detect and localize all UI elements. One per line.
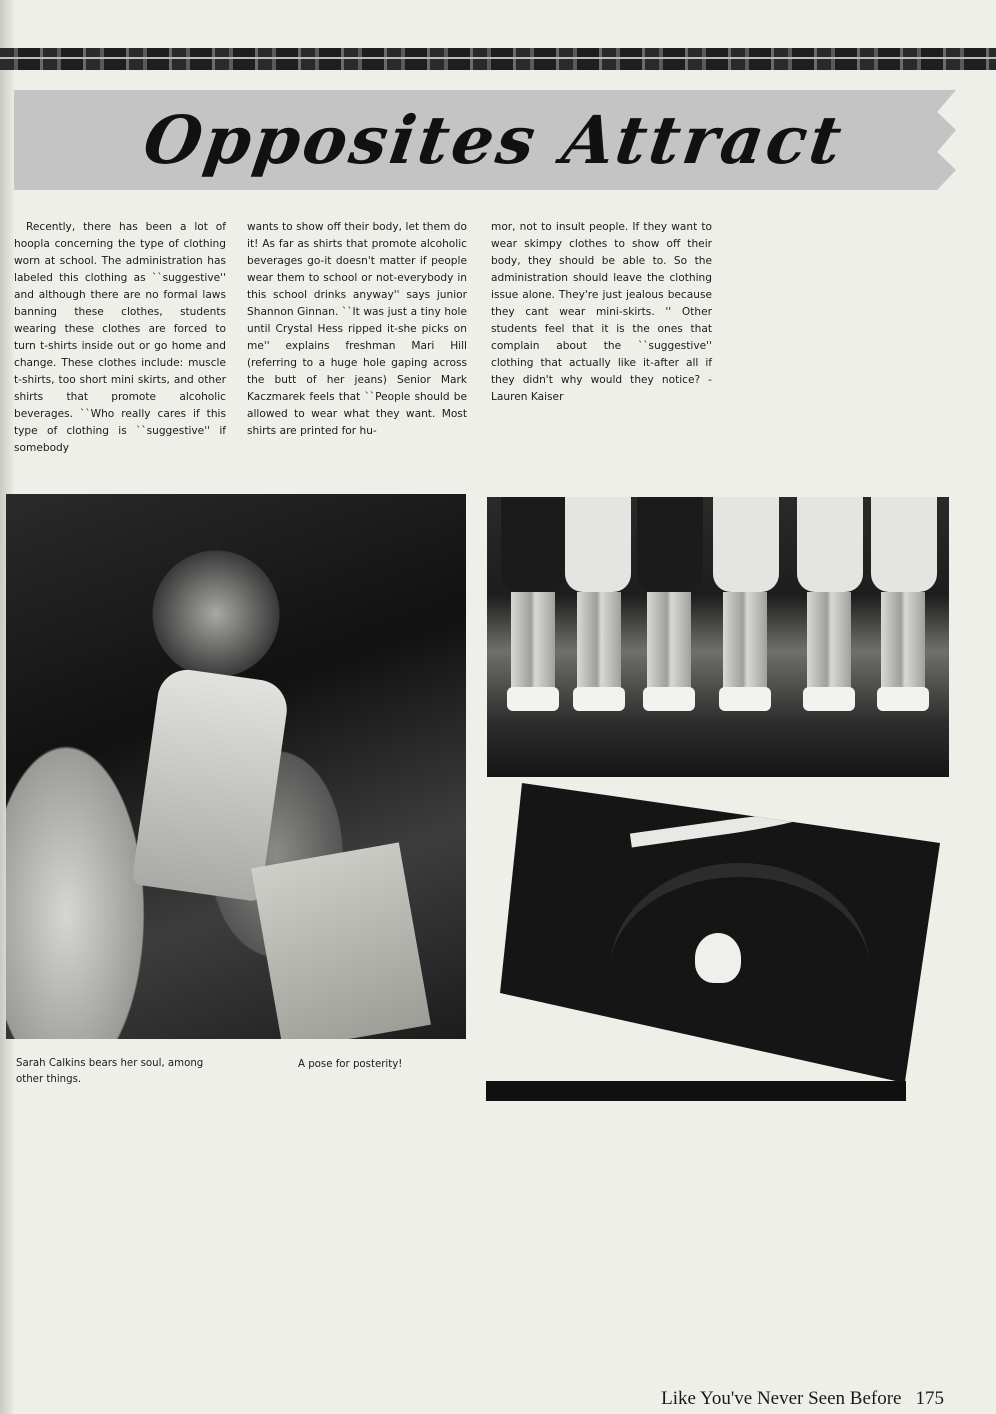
top-decorative-rule <box>0 48 996 70</box>
page-number: 175 <box>915 1388 944 1409</box>
photo-legs <box>511 592 555 702</box>
photo-socks <box>643 687 695 711</box>
photo-socks <box>719 687 771 711</box>
photo-skull-graphic <box>695 933 741 983</box>
photo-socks <box>877 687 929 711</box>
article-column-3: mor, not to insult people. If they want to wear skimpy clothes to show off their body, they should be able to. So the administration should leave the clothing issue alone. They're just jealous because they cant wear mini-skirts. '' Other students feel that it is the ones that complain about the ``suggestive'' clothing that actually like it-after all if they didn't why would they notice? -Lauren Kaiser <box>491 221 712 403</box>
photo-skirt <box>797 497 863 592</box>
photo-legs <box>647 592 691 702</box>
page-footer <box>661 1388 944 1410</box>
photo-legs <box>881 592 925 702</box>
photo-sword-graphic <box>630 809 810 848</box>
photo-skirt <box>713 497 779 592</box>
photo-legs <box>723 592 767 702</box>
article-column-1: Recently, there has been a lot of hoopla concerning the type of clothing worn at school. The administration has labeled this clothing as ``suggestive'' and although there are no formal laws banning these clothes, students wearing these clothes are forced to turn t-shirts inside out or go home and change. These clothes include: muscle t-shirts, too short mini skirts, and other shirts that promote alcoholic beverages. ``Who really cares if this type of clothing is ``suggestive'' if somebody <box>14 221 226 454</box>
caption-photo-1: Sarah Calkins bears her soul, among other things. <box>16 1058 204 1085</box>
page-title: Opposites Attract <box>139 101 849 179</box>
photo-socks <box>507 687 559 711</box>
photo-sarah-calkins <box>6 494 466 1039</box>
photo-printed-fabric <box>251 842 431 1039</box>
photo-skirt <box>637 497 703 592</box>
photo-jacket-fold <box>610 863 870 1077</box>
caption-photo-2: A pose for posterity! <box>298 1059 403 1070</box>
photo-skirt <box>501 497 567 592</box>
photo-legs <box>577 592 621 702</box>
photo-legs <box>807 592 851 702</box>
photo-cheerleader-legs <box>487 497 949 777</box>
photo-skirt <box>871 497 937 592</box>
photo-socks <box>803 687 855 711</box>
photo-skirt <box>565 497 631 592</box>
footer-section-title: Like You've Never Seen Before <box>661 1388 902 1409</box>
photo-skull-jacket <box>500 783 940 1083</box>
article-column-2: wants to show off their body, let them do it! As far as shirts that promote alcoholic beverages go-it doesn't matter if people wear them to school or not-everybody in this school drinks anyway'' says junior Shannon Ginnan. ``It was just a tiny hole until Crystal Hess ripped it-she picks on me'' explains freshman Mari Hill (referring to a huge hole gaping across the butt of her jeans) Senior Mark Kaczmarek feels that ``People should be allowed to wear what they want. Most shirts are printed for hu- <box>247 221 467 437</box>
decorative-black-bar <box>486 1081 906 1101</box>
photo-socks <box>573 687 625 711</box>
